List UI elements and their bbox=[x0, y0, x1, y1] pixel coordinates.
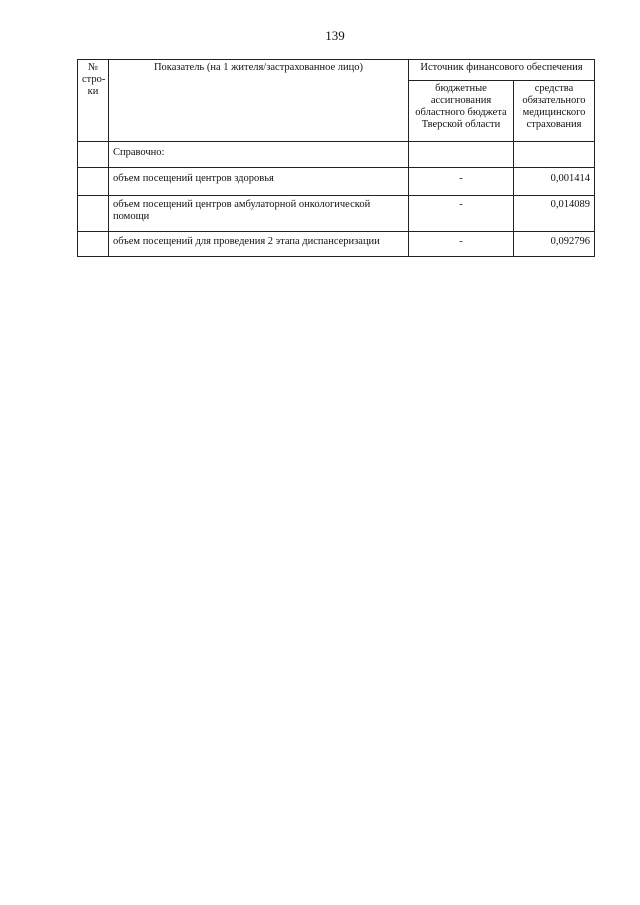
table-row bbox=[78, 168, 595, 196]
row-oms: 0,014089 bbox=[514, 196, 595, 232]
row-oms: 0,092796 bbox=[514, 232, 595, 257]
header-row-number: № стро-ки bbox=[78, 60, 109, 142]
header-indicator: Показатель (на 1 жителя/застрахованное лицо) bbox=[109, 60, 409, 142]
table-row bbox=[78, 196, 595, 232]
row-budget: - bbox=[409, 196, 514, 232]
row-number bbox=[78, 232, 109, 257]
header-row bbox=[78, 60, 595, 81]
row-budget: - bbox=[409, 232, 514, 257]
row-number bbox=[78, 168, 109, 196]
reference-row bbox=[78, 142, 595, 168]
reference-oms bbox=[514, 142, 595, 168]
page-number: 139 bbox=[325, 28, 345, 43]
header-budget: бюджетные ассигнования областного бюджета Тверской области bbox=[409, 81, 514, 142]
reference-label: Справочно: bbox=[109, 142, 409, 168]
row-indicator: объем посещений центров амбулаторной онкологической помощи bbox=[109, 196, 409, 232]
header-oms: средства обязательного медицинского страхования bbox=[514, 81, 595, 142]
row-indicator: объем посещений центров здоровья bbox=[109, 168, 409, 196]
reference-row-number bbox=[78, 142, 109, 168]
reference-budget bbox=[409, 142, 514, 168]
row-oms: 0,001414 bbox=[514, 168, 595, 196]
header-funding-source: Источник финансового обеспечения bbox=[409, 60, 595, 81]
row-budget: - bbox=[409, 168, 514, 196]
table-row bbox=[78, 232, 595, 257]
row-indicator: объем посещений для проведения 2 этапа диспансеризации bbox=[109, 232, 409, 257]
row-number bbox=[78, 196, 109, 232]
funding-table bbox=[77, 59, 595, 257]
